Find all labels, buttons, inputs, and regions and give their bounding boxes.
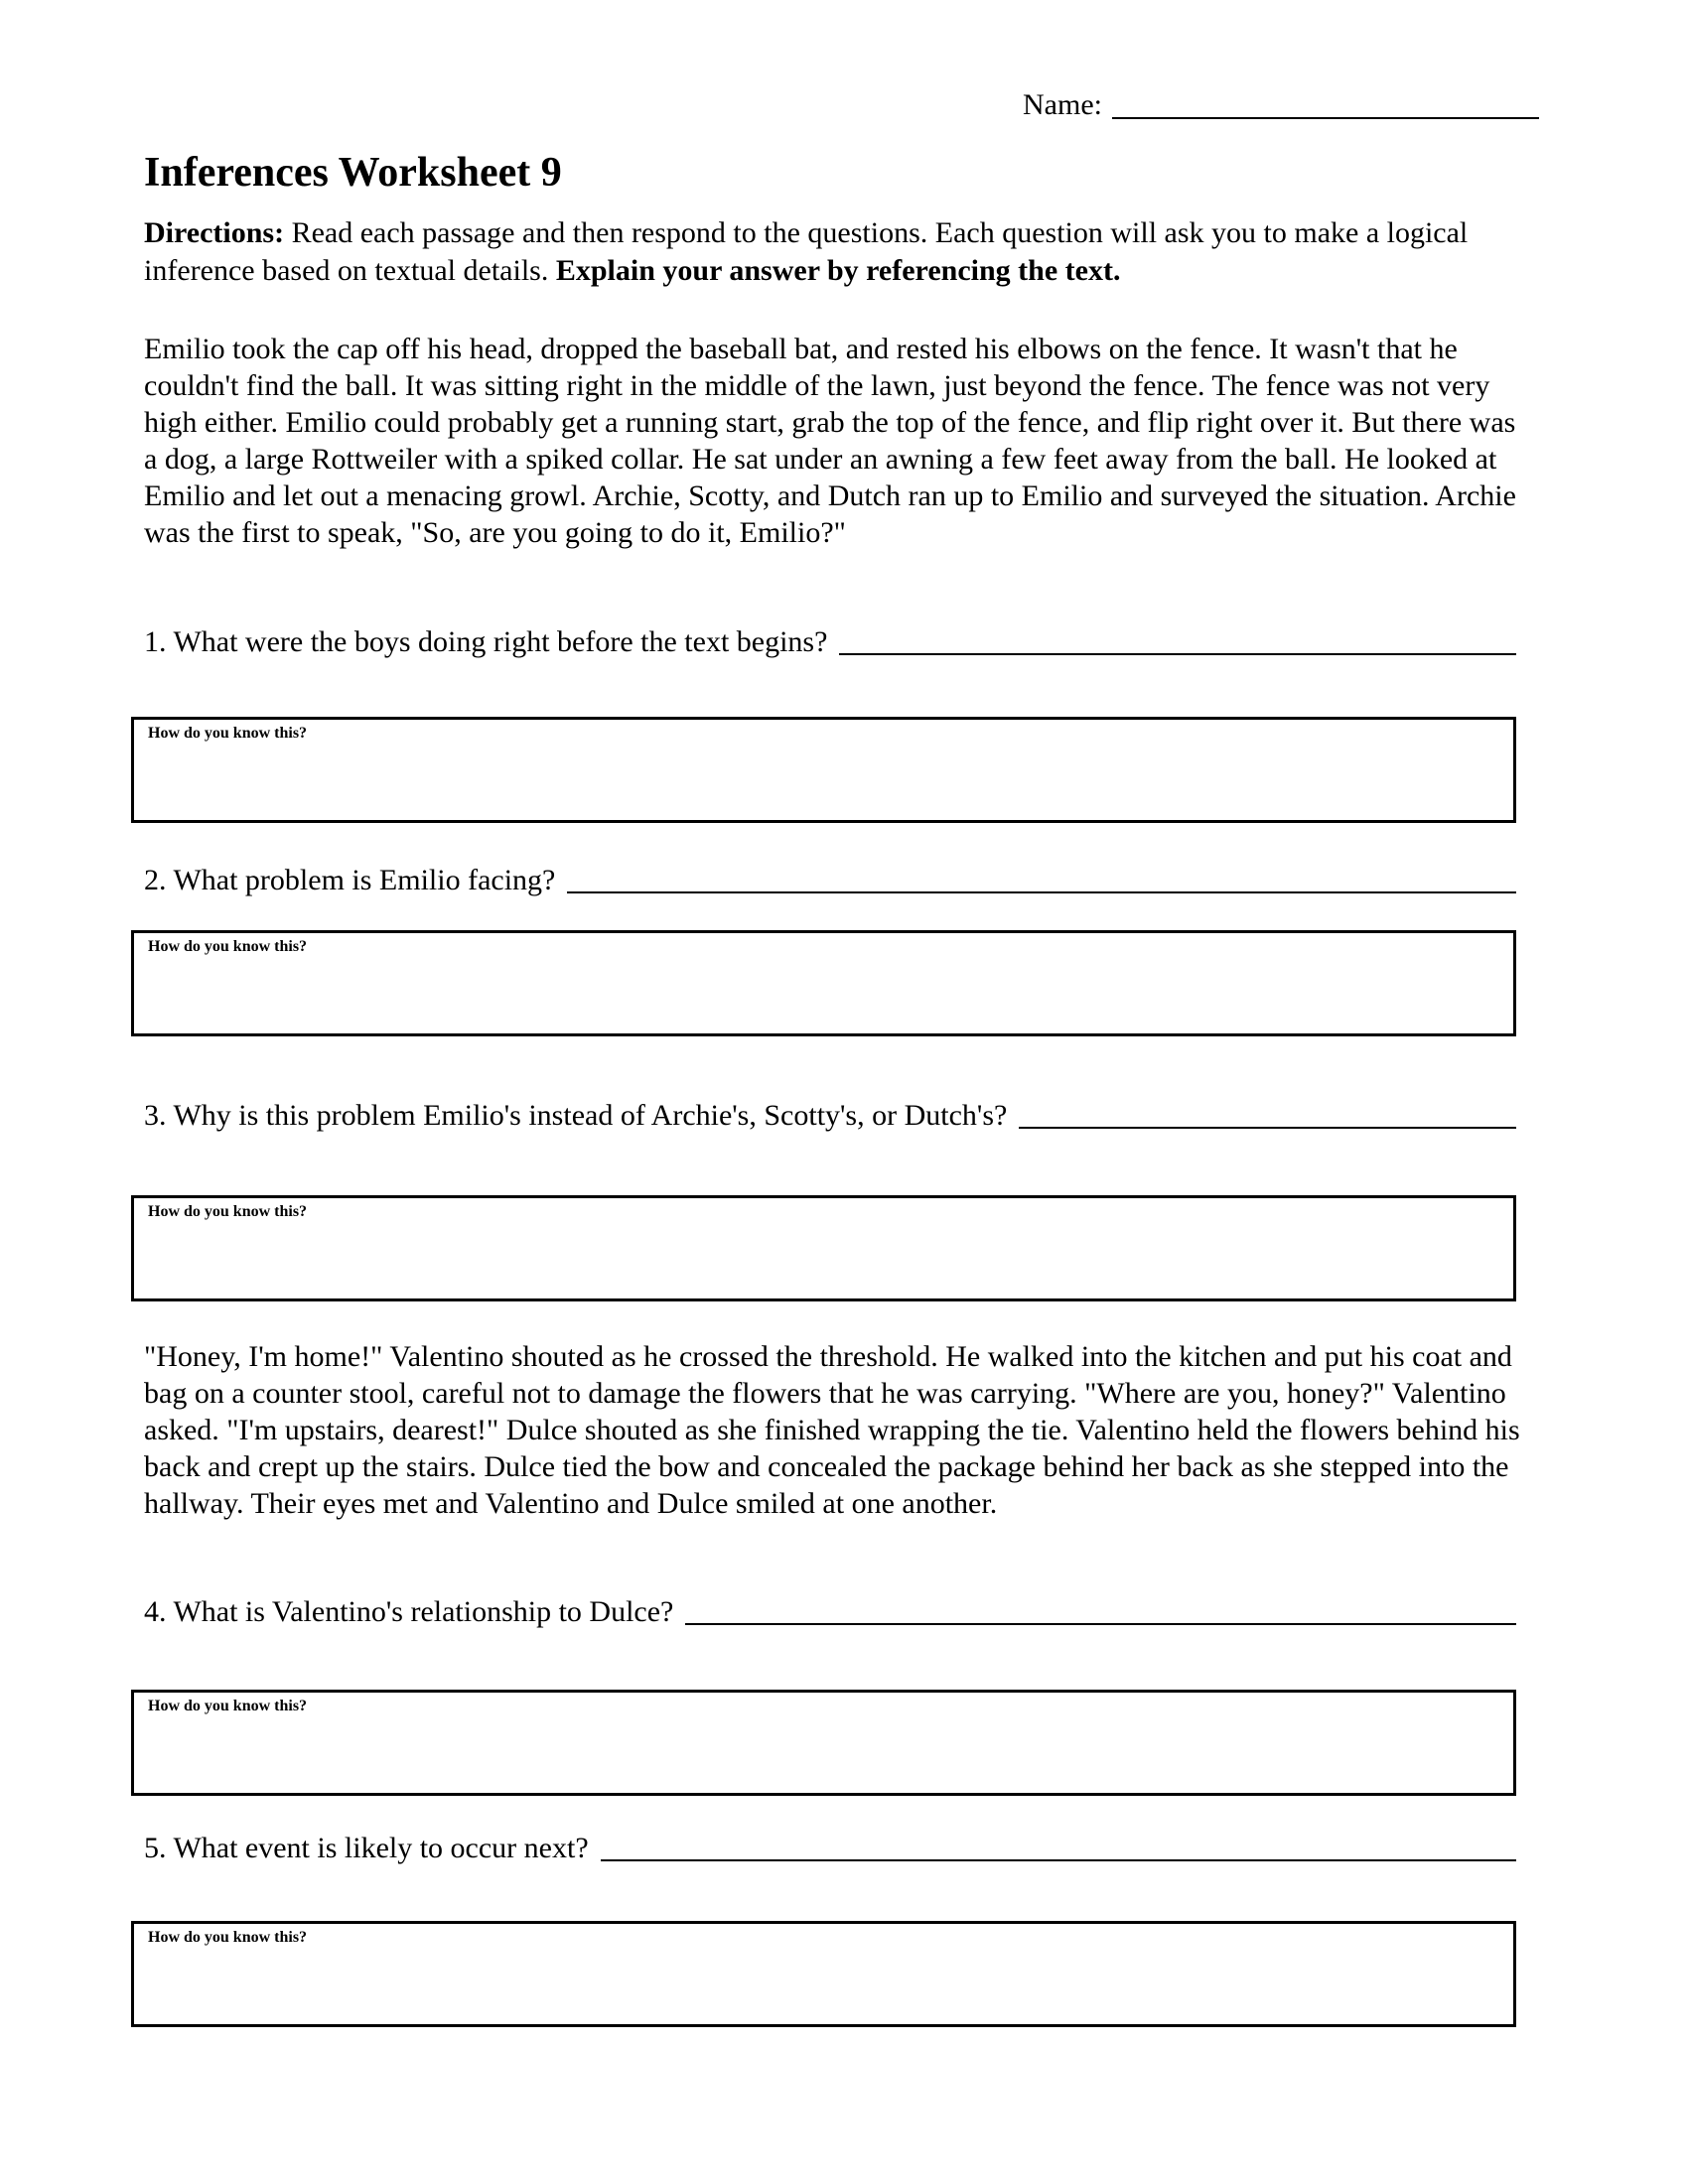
name-label: Name: bbox=[1023, 88, 1102, 121]
question-5-answer-blank[interactable] bbox=[601, 1858, 1516, 1861]
question-3-box-label: How do you know this? bbox=[148, 1203, 308, 1220]
question-4-explanation-box[interactable] bbox=[131, 1690, 1516, 1796]
directions-label: Directions: bbox=[144, 216, 285, 249]
name-answer-blank[interactable] bbox=[1112, 116, 1539, 119]
question-2-answer-blank[interactable] bbox=[567, 890, 1516, 893]
question-4-text: 4. What is Valentino's relationship to Dulce? bbox=[144, 1595, 674, 1628]
directions-emphasis: Explain your answer by referencing the text. bbox=[555, 254, 1121, 287]
passage-1: Emilio took the cap off his head, dropped the baseball bat, and rested his elbows on the fence. It wasn't that he couldn't find the ball. It was sitting right in the middle of the lawn, just beyond the fence. The fence was not very high either. Emilio could probably get a running start, grab the top of the fence, and flip right over it. But there was a dog, a large Rottweiler with a spiked collar. He sat under an awning a few feet away from the ball. He looked at Emilio and let out a menacing growl. Archie, Scotty, and Dutch ran up to Emilio and surveyed the situation. Archie was the first to speak, "So, are you going to do it, Emilio?" bbox=[144, 333, 1516, 549]
question-4-answer-blank[interactable] bbox=[685, 1622, 1516, 1625]
question-1-answer-blank[interactable] bbox=[839, 652, 1516, 655]
question-2-explanation-box[interactable] bbox=[131, 930, 1516, 1036]
name-row bbox=[1023, 87, 1539, 123]
question-3-text: 3. Why is this problem Emilio's instead of Archie's, Scotty's, or Dutch's? bbox=[144, 1099, 1008, 1132]
question-5-explanation-box[interactable] bbox=[131, 1921, 1516, 2027]
question-1-box-label: How do you know this? bbox=[148, 725, 308, 742]
question-2-box-label: How do you know this? bbox=[148, 938, 308, 955]
question-1 bbox=[144, 623, 1516, 660]
question-3 bbox=[144, 1097, 1516, 1134]
page-title: Inferences Worksheet 9 bbox=[144, 150, 562, 196]
directions-body: Read each passage and then respond to the questions. Each question will ask you to make a logical inference based on textual details. bbox=[144, 216, 1469, 287]
question-3-answer-blank[interactable] bbox=[1019, 1126, 1516, 1129]
passage-2: "Honey, I'm home!" Valentino shouted as he crossed the threshold. He walked into the kitchen and put his coat and bag on a counter stool, careful not to damage the flowers that he was carrying. "Where are you, honey?" Valentino asked. "I'm upstairs, dearest!" Dulce shouted as she finished wrapping the tie. Valentino held the flowers behind his back and crept up the stairs. Dulce tied the bow and concealed the package behind her back as she stepped into the hallway. Their eyes met and Valentino and Dulce smiled at one another. bbox=[144, 1340, 1520, 1520]
question-1-explanation-box[interactable] bbox=[131, 717, 1516, 823]
question-4-box-label: How do you know this? bbox=[148, 1698, 308, 1714]
question-3-explanation-box[interactable] bbox=[131, 1195, 1516, 1301]
question-5-text: 5. What event is likely to occur next? bbox=[144, 1832, 589, 1864]
directions bbox=[144, 214, 1526, 290]
question-4 bbox=[144, 1593, 1516, 1630]
question-1-text: 1. What were the boys doing right before the text begins? bbox=[144, 625, 828, 658]
question-2-text: 2. What problem is Emilio facing? bbox=[144, 864, 556, 896]
question-5-box-label: How do you know this? bbox=[148, 1929, 308, 1946]
question-5 bbox=[144, 1830, 1516, 1866]
question-2 bbox=[144, 862, 1516, 898]
